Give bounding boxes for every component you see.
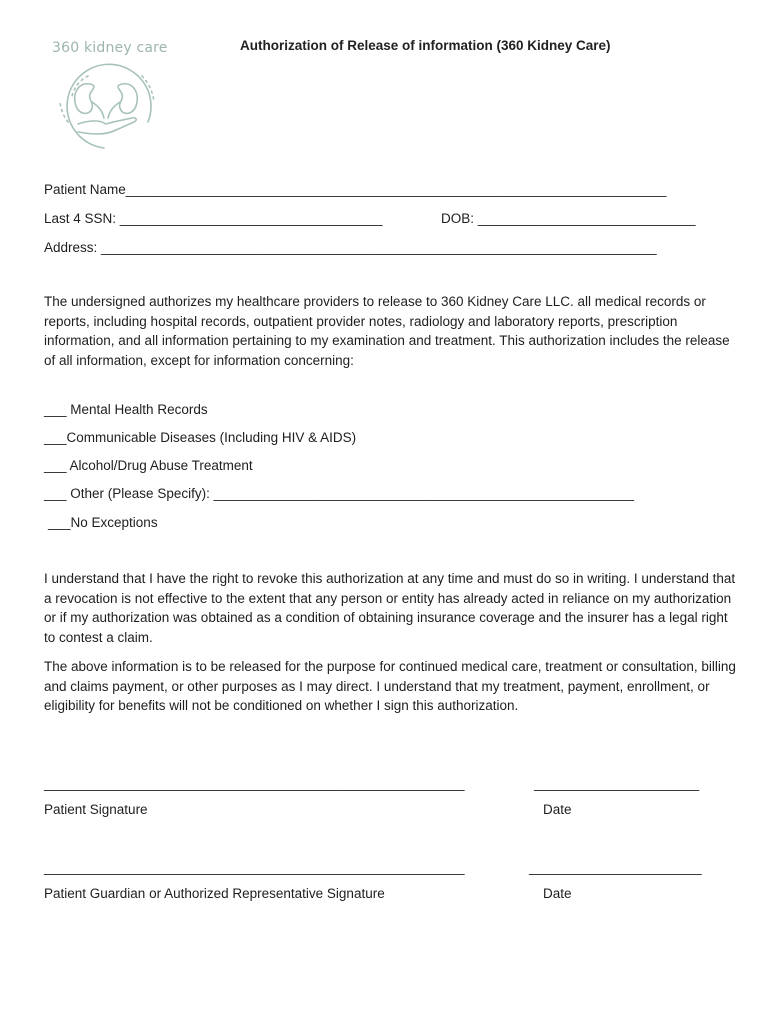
patient-signature-label: Patient Signature: [44, 802, 148, 817]
guardian-date-label: Date: [543, 886, 572, 901]
exception-mental-health[interactable]: ___ Mental Health Records: [44, 402, 208, 417]
exception-other[interactable]: ___ Other (Please Specify): ________________________________________________________: [44, 486, 635, 501]
patient-name-field[interactable]: Patient Name________________________________________________________________________: [44, 182, 667, 197]
brand-name: 360 kidney care: [52, 40, 168, 56]
guardian-signature-label: Patient Guardian or Authorized Representative Signature: [44, 886, 385, 901]
revoke-paragraph: I understand that I have the right to revoke this authorization at any time and must do so in writing. I understand that a revocation is not effective to the extent that any person or entity has already acted in reliance on my authorization or if my authorization was obtained as a condition of obtaining insurance coverage and the insurer has a legal right to contest a claim.: [44, 571, 736, 645]
intro-paragraph: The undersigned authorizes my healthcare providers to release to 360 Kidney Care LLC. all medical records or reports, including hospital records, outpatient provider notes, radiology and laboratory reports, prescription information, and all information pertaining to my examination and treatment. This authorization includes the release of all information, except for information concerning:: [44, 294, 730, 368]
purpose-paragraph: The above information is to be released for the purpose for continued medical care, treatment or consultation, billing and claims payment, or other purposes as I may direct. I understand that my treatment, payment, enrollment, or eligibility for benefits will not be conditioned on whether I sign this authorization.: [44, 659, 736, 714]
guardian-date-line[interactable]: _______________________: [529, 860, 702, 875]
exception-none[interactable]: ___No Exceptions: [48, 515, 158, 530]
address-field[interactable]: Address: __________________________________________________________________________: [44, 240, 657, 255]
exception-communicable-diseases[interactable]: ___Communicable Diseases (Including HIV & AIDS): [44, 430, 357, 445]
patient-date-line[interactable]: ______________________: [534, 776, 700, 791]
guardian-signature-line[interactable]: ________________________________________________________: [44, 860, 465, 875]
patient-date-label: Date: [543, 802, 572, 817]
exception-alcohol-drug[interactable]: ___ Alcohol/Drug Abuse Treatment: [44, 458, 253, 473]
document-title: Authorization of Release of information (360 Kidney Care): [240, 38, 611, 53]
kidney-hand-logo-icon: [50, 62, 162, 152]
dob-field[interactable]: DOB: _____________________________: [441, 211, 696, 226]
patient-signature-line[interactable]: ________________________________________________________: [44, 776, 465, 791]
last4-ssn-field[interactable]: Last 4 SSN: ___________________________________: [44, 211, 383, 226]
